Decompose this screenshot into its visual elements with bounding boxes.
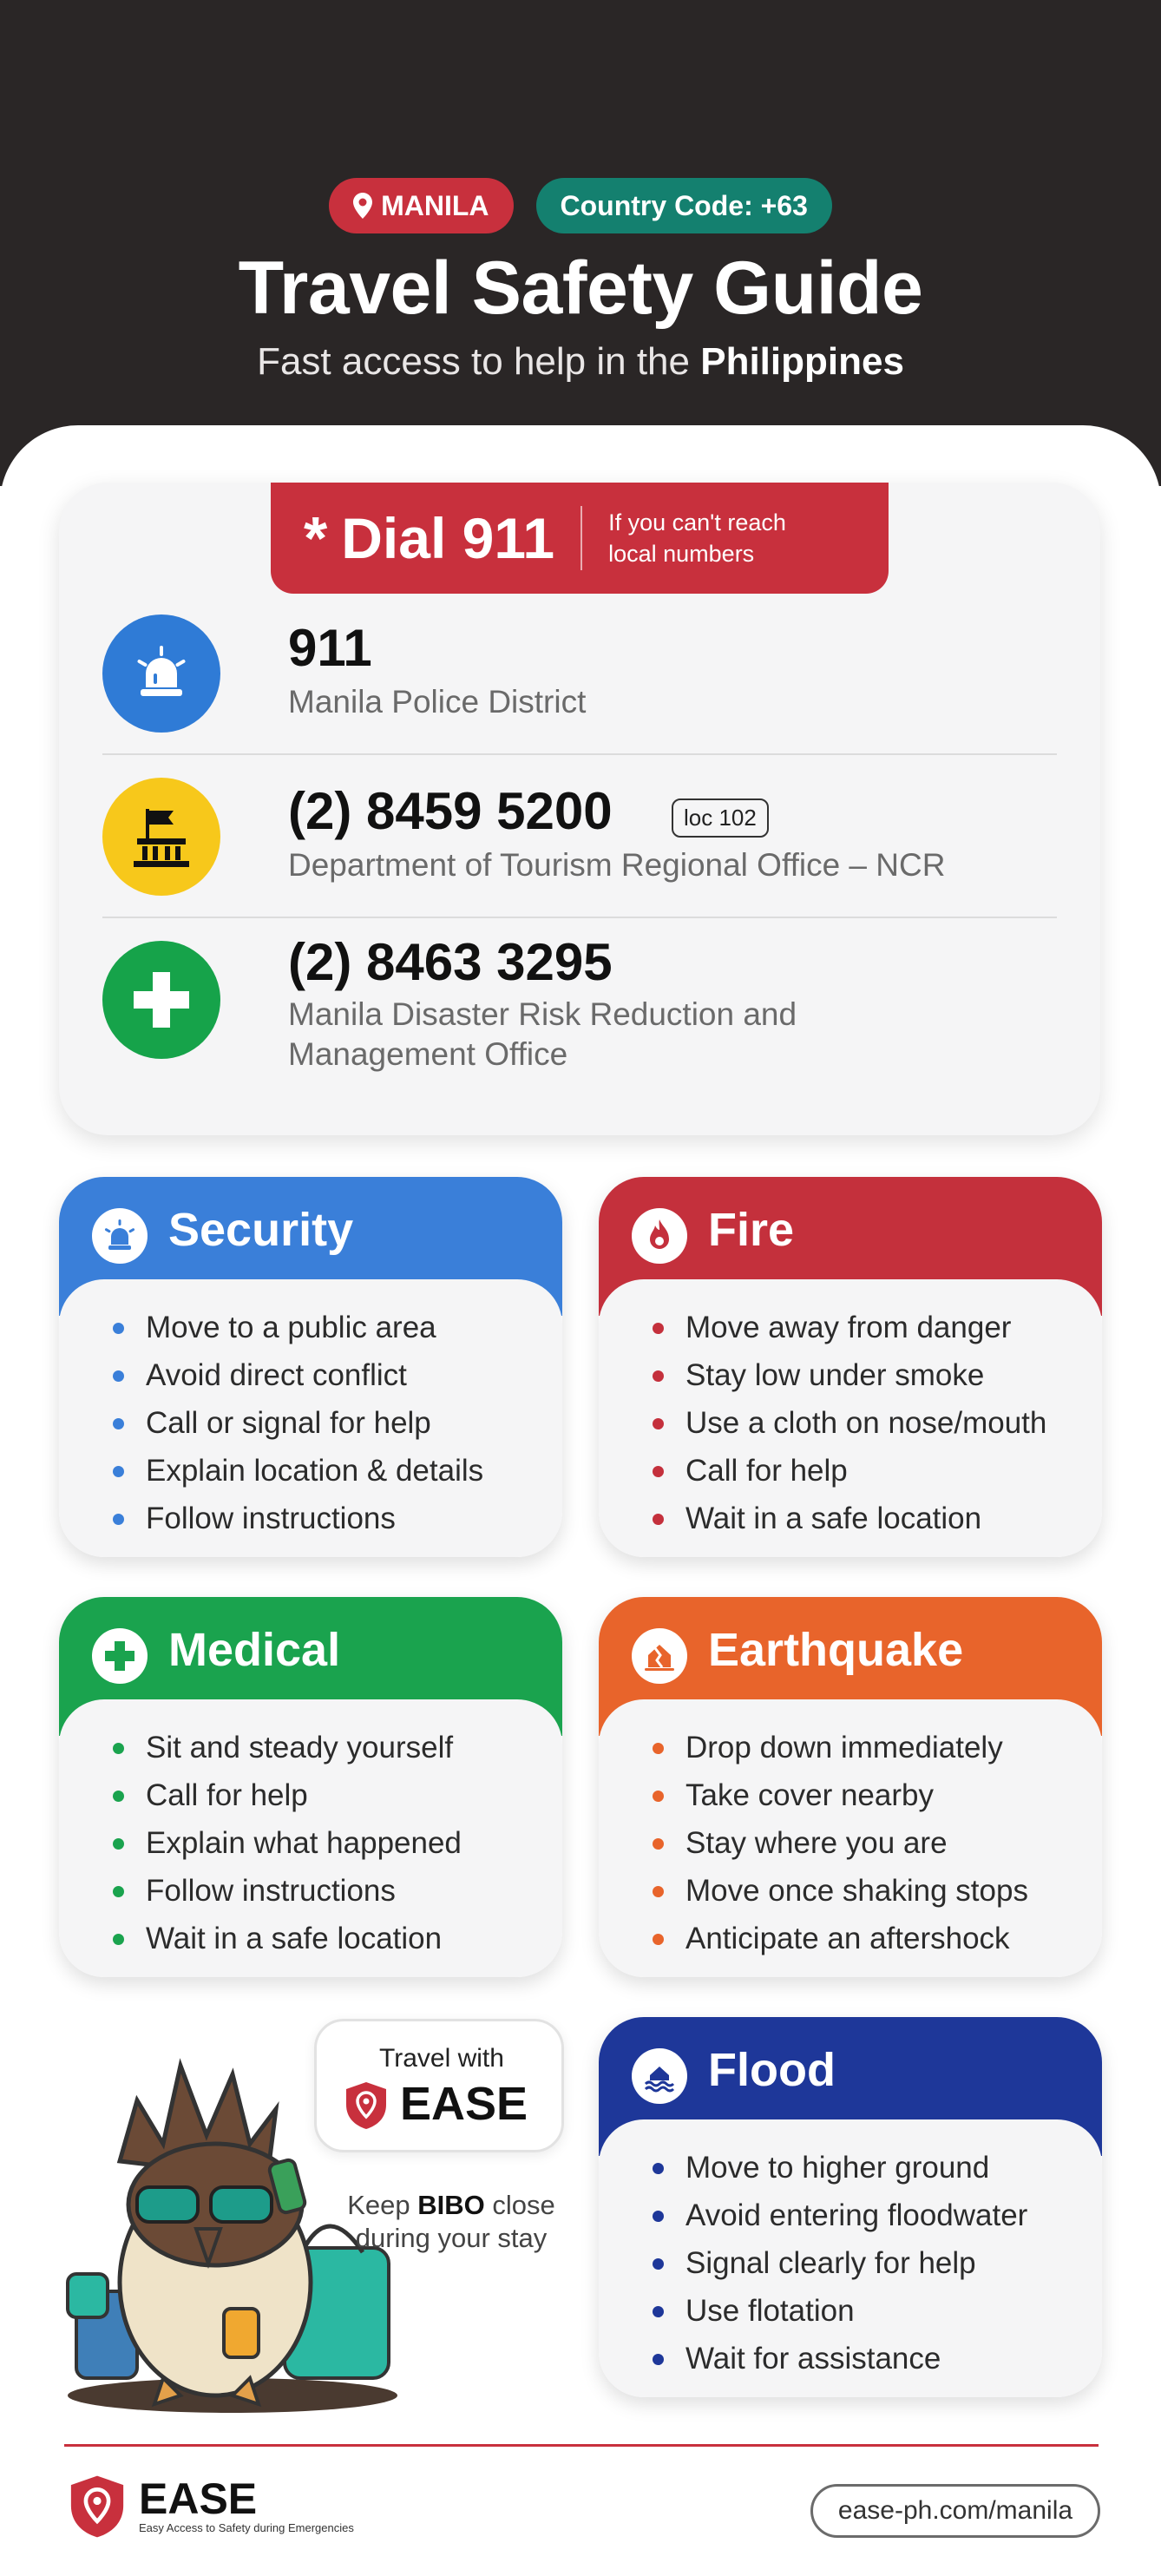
contact-divider — [102, 917, 1057, 918]
police-siren-icon — [102, 614, 220, 733]
flood-title: Flood — [708, 2044, 836, 2096]
list-item: Call or signal for help — [113, 1399, 562, 1447]
dial-label: Dial 911 — [341, 506, 555, 570]
list-item: Use a cloth on nose/mouth — [653, 1399, 1102, 1447]
list-item: Drop down immediately — [653, 1724, 1102, 1771]
city-badge — [329, 178, 513, 233]
medical-cross-icon — [102, 941, 220, 1059]
list-item: Avoid direct conflict — [113, 1351, 562, 1399]
extension-badge: loc 102 — [672, 798, 769, 838]
contact-divider — [102, 753, 1057, 755]
flood-list — [599, 2119, 1102, 2397]
list-item: Avoid entering floodwater — [653, 2192, 1102, 2239]
mascot-note — [330, 2189, 573, 2255]
country-code-label: Country Code: +63 — [560, 189, 808, 221]
contact-label: Manila Police District — [288, 684, 587, 720]
medical-cross-icon — [92, 1628, 148, 1684]
list-item: Move to a public area — [113, 1304, 562, 1351]
mascot-name: BIBO — [417, 2190, 485, 2220]
footer-tagline: Easy Access to Safety during Emergencies — [139, 2521, 354, 2534]
medical-title: Medical — [168, 1624, 341, 1676]
list-item: Call for help — [113, 1771, 562, 1819]
note-suffix: close during your stay — [355, 2190, 555, 2253]
list-item: Move away from danger — [653, 1304, 1102, 1351]
list-item: Explain what happened — [113, 1819, 562, 1867]
medical-card — [59, 1597, 562, 1977]
subtitle-country: Philippines — [700, 340, 904, 383]
list-item: Take cover nearby — [653, 1771, 1102, 1819]
list-item: Stay where you are — [653, 1819, 1102, 1867]
list-item: Anticipate an aftershock — [653, 1915, 1102, 1962]
list-item: Stay low under smoke — [653, 1351, 1102, 1399]
list-item: Wait for assistance — [653, 2335, 1102, 2382]
footer-brand: EASE — [139, 2474, 258, 2523]
earthquake-list — [599, 1699, 1102, 1977]
contact-number: 911 — [288, 619, 372, 677]
fire-list — [599, 1279, 1102, 1557]
footer-divider — [64, 2444, 1099, 2447]
list-item: Use flotation — [653, 2287, 1102, 2335]
header-pills — [0, 178, 1161, 233]
country-code-badge — [536, 178, 832, 233]
ease-shield-logo-icon — [66, 2474, 128, 2540]
fire-card — [599, 1177, 1102, 1557]
earthquake-card — [599, 1597, 1102, 1977]
subtitle-text: Fast access to help in the — [257, 340, 701, 383]
list-item: Signal clearly for help — [653, 2239, 1102, 2287]
dial-separator — [580, 506, 582, 570]
contact-label: Manila Disaster Risk Reduction and Management Office — [288, 996, 797, 1072]
asterisk-icon: * — [304, 504, 328, 572]
alarm-siren-icon — [92, 1208, 148, 1264]
flood-card — [599, 2017, 1102, 2397]
list-item: Wait in a safe location — [113, 1915, 562, 1962]
contact-row-police[interactable] — [102, 614, 1057, 733]
earthquake-icon — [632, 1628, 687, 1684]
page-subtitle — [0, 340, 1161, 384]
flood-icon — [632, 2048, 687, 2104]
security-card — [59, 1177, 562, 1557]
contact-label: Department of Tourism Regional Office – NCR — [288, 847, 946, 883]
speech-bubble — [314, 2019, 564, 2152]
ease-shield-logo-icon — [343, 2080, 390, 2131]
medical-list — [59, 1699, 562, 1977]
contact-number: (2) 8459 5200 — [288, 782, 613, 840]
fire-title: Fire — [708, 1204, 795, 1256]
bubble-brand: EASE — [400, 2078, 528, 2130]
header — [0, 0, 1161, 486]
list-item: Follow instructions — [113, 1495, 562, 1542]
security-list — [59, 1279, 562, 1557]
security-title: Security — [168, 1204, 354, 1256]
dial-911-banner[interactable] — [271, 483, 889, 594]
contact-number: (2) 8463 3295 — [288, 933, 613, 991]
list-item: Sit and steady yourself — [113, 1724, 562, 1771]
list-item: Call for help — [653, 1447, 1102, 1495]
tourism-office-icon — [102, 778, 220, 896]
page-title: Travel Safety Guide — [238, 246, 923, 330]
fire-icon — [632, 1208, 687, 1264]
contact-row-tourism[interactable] — [102, 778, 1057, 896]
location-pin-icon — [353, 193, 372, 219]
list-item: Follow instructions — [113, 1867, 562, 1915]
dial-note: If you can't reach local numbers — [608, 509, 786, 567]
list-item: Explain location & details — [113, 1447, 562, 1495]
note-prefix: Keep — [347, 2190, 418, 2220]
earthquake-title: Earthquake — [708, 1624, 964, 1676]
emergency-contacts-card — [59, 483, 1100, 1135]
list-item: Move to higher ground — [653, 2144, 1102, 2192]
list-item: Move once shaking stops — [653, 1867, 1102, 1915]
list-item: Wait in a safe location — [653, 1495, 1102, 1542]
contact-row-disaster[interactable] — [102, 933, 1057, 1106]
bubble-pretext: Travel with — [379, 2044, 504, 2073]
city-label: MANILA — [381, 189, 489, 221]
website-link[interactable]: ease-ph.com/manila — [810, 2484, 1100, 2538]
